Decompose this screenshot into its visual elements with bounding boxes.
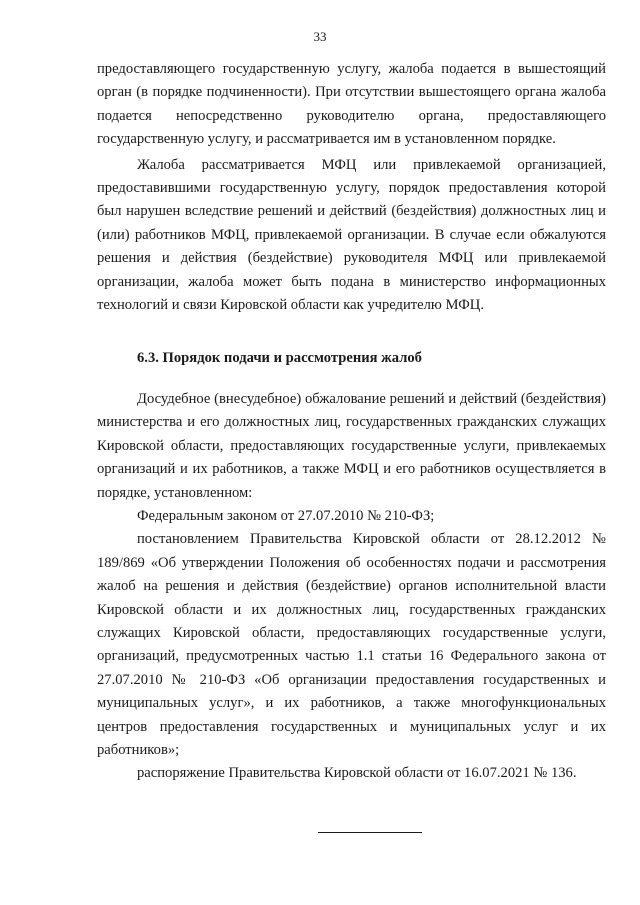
paragraph-pretrial-appeal: Досудебное (внесудебное) обжалование решений и действий (бездействия) министерства и его должностных лиц, государственных гражданских служащих Кировской области, предоставляющих государственные услуги, привлекаемых организаций и их работников, а также МФЦ и его работников осуществляется в порядке, установленном: xyxy=(97,390,606,501)
page-number: 33 xyxy=(313,29,327,44)
paragraph-resolution: постановлением Правительства Кировской области от 28.12.2012 № 189/869 «Об утверждении Положения об особенностях подачи и рассмотрения жалоб на решения и действия (бездействие) органов исполнительной власти Кировской области и их должностных лиц, государственных гражданских служащих Кировской области, предоставляющих государственные услуги, организаций, предусмотренных частью 1.1 статьи 16 Федерального закона от 27.07.2010 № 210-ФЗ «Об организации предоставления государственных и муниципальных услуг», и их работников, а также многофункциональных центров предоставления государственных и муниципальных услуг и их работников»; xyxy=(97,531,606,758)
paragraph-order: распоряжение Правительства Кировской области от 16.07.2021 № 136. xyxy=(137,765,577,782)
section-heading: 6.3. Порядок подачи и рассмотрения жалоб xyxy=(137,350,422,367)
paragraph-federal-law: Федеральным законом от 27.07.2010 № 210-ФЗ; xyxy=(137,507,435,524)
paragraph-mfc-complaint: Жалоба рассматривается МФЦ или привлекаемой организацией, предоставившими государственную услугу, порядок предоставления которой был нарушен вследствие решений и действий (бездействия) должностных лиц и (или) работников МФЦ, привлекаемой организации. В случае если обжалуются решения и действия (бездействие) руководителя МФЦ или привлекаемой организации, жалоба может быть подана в министерство информационных технологий и связи Кировской области как учредителю МФЦ. xyxy=(97,156,606,314)
paragraph-continuation: предоставляющего государственную услугу, жалоба подается в вышестоящий орган (в порядке подчиненности). При отсутствии вышестоящего органа жалоба подается непосредственно руководителю органа, предоставляющего государственную услугу, и рассматривается им в установленном порядке. xyxy=(97,61,606,148)
document-body xyxy=(97,58,606,786)
end-rule xyxy=(318,832,422,833)
